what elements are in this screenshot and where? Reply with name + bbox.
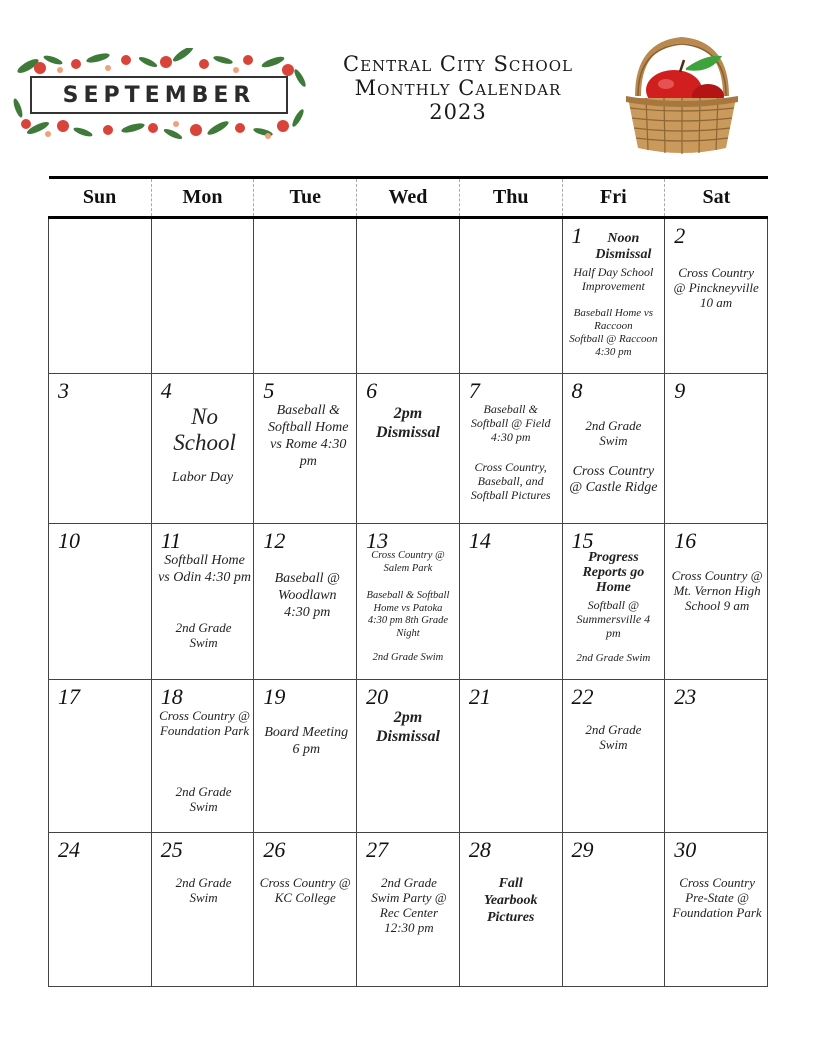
- day-cell: [151, 680, 254, 833]
- weekday-header: Sun: [49, 178, 152, 218]
- title-line: Central City School: [343, 52, 573, 76]
- event-text: Softball @ Summersville 4 pm: [576, 598, 651, 640]
- day-number: 14: [468, 528, 491, 553]
- event-text: Cross Country @ Pinckneyville 10 am: [673, 265, 759, 310]
- weekday-header-row: [49, 178, 768, 218]
- empty-day-cell: [49, 218, 152, 374]
- day-cell: [665, 833, 768, 987]
- day-cell: [254, 524, 357, 680]
- day-number: 23: [674, 684, 697, 709]
- week-row: [49, 833, 768, 987]
- apple-basket-icon: [622, 36, 742, 156]
- day-cell: [665, 680, 768, 833]
- empty-day-cell: [151, 218, 254, 374]
- event-text: Cross Country @ Castle Ridge: [569, 464, 658, 495]
- event-text: Baseball @ Woodlawn 4:30 pm: [274, 571, 340, 620]
- day-number: 8: [571, 378, 583, 403]
- day-number: 12: [263, 528, 286, 553]
- event-text: Cross Country, Baseball, and Softball Pictures: [470, 460, 551, 502]
- event-text: Baseball & Softball Home vs Rome 4:30 pm: [268, 403, 349, 469]
- week-row: [49, 218, 768, 374]
- day-number: 2: [674, 223, 686, 248]
- event-text: 2nd Grade Swim: [585, 418, 642, 448]
- event-text: Cross Country Pre-State @ Foundation Park: [672, 875, 762, 920]
- day-cell: [49, 524, 152, 680]
- day-cell: [151, 833, 254, 987]
- day-number: 24: [58, 837, 80, 862]
- event-text: Baseball & Softball Home vs Patoka 4:30 pm 8th Grade Night: [366, 590, 450, 639]
- day-number: 29: [571, 837, 594, 862]
- event-text: 2nd Grade Swim: [175, 620, 232, 650]
- day-cell: [562, 680, 665, 833]
- week-row: [49, 680, 768, 833]
- weekday-header: Sat: [665, 178, 768, 218]
- day-number: 4: [160, 378, 172, 403]
- day-number: 25: [160, 837, 183, 862]
- weekday-header: Fri: [562, 178, 665, 218]
- day-cell: [357, 524, 460, 680]
- day-number: 26: [263, 837, 286, 862]
- day-number: 21: [468, 684, 491, 709]
- day-cell: [459, 680, 562, 833]
- day-cell: [665, 374, 768, 524]
- day-number: 9: [674, 378, 686, 403]
- event-bold: 2pm Dismissal: [375, 405, 440, 441]
- week-row: [49, 374, 768, 524]
- day-number: 13: [366, 528, 389, 553]
- weekday-header: Mon: [151, 178, 254, 218]
- event-text: Softball Home vs Odin 4:30 pm: [158, 553, 252, 585]
- event-text: Labor Day: [172, 470, 234, 485]
- day-number: 28: [468, 837, 491, 862]
- day-number: 7: [468, 378, 480, 403]
- day-cell: [49, 680, 152, 833]
- day-cell: [151, 524, 254, 680]
- event-text: Baseball & Softball @ Field 4:30 pm: [470, 402, 551, 444]
- day-cell: [49, 833, 152, 987]
- day-number: 5: [263, 378, 275, 403]
- month-banner: [8, 48, 308, 140]
- day-number: 3: [58, 378, 69, 403]
- day-cell: [459, 833, 562, 987]
- month-label-box: [30, 76, 288, 114]
- day-number: 11: [160, 528, 182, 553]
- day-cell: [49, 374, 152, 524]
- day-cell: [254, 680, 357, 833]
- weekday-header: Wed: [357, 178, 460, 218]
- day-number: 20: [366, 684, 389, 709]
- day-cell: [562, 374, 665, 524]
- week-row: [49, 524, 768, 680]
- event-text: 2nd Grade Swim: [576, 652, 651, 664]
- event-text: Cross Country @ Mt. Vernon High School 9 am: [671, 568, 763, 613]
- empty-day-cell: [254, 218, 357, 374]
- day-cell: [357, 680, 460, 833]
- day-cell: [562, 833, 665, 987]
- day-cell: [254, 374, 357, 524]
- empty-day-cell: [459, 218, 562, 374]
- event-text: Baseball Home vs Raccoon: [573, 307, 654, 332]
- event-text: 2nd Grade Swim Party @ Rec Center 12:30 pm: [371, 875, 447, 935]
- event-text: Cross Country @ Foundation Park: [159, 708, 251, 738]
- event-text: 2nd Grade Swim: [175, 784, 232, 814]
- day-cell: [151, 374, 254, 524]
- day-number: 16: [674, 528, 697, 553]
- event-bold: Noon Dismissal: [595, 231, 652, 262]
- day-number: 19: [263, 684, 286, 709]
- day-cell: [562, 218, 665, 374]
- empty-day-cell: [357, 218, 460, 374]
- event-big: No School: [173, 404, 236, 455]
- day-cell: [665, 524, 768, 680]
- day-cell: [665, 218, 768, 374]
- day-number: 30: [674, 837, 697, 862]
- weekday-header: Tue: [254, 178, 357, 218]
- event-text: Softball @ Raccoon 4:30 pm: [569, 333, 658, 358]
- day-number: 18: [160, 684, 183, 709]
- event-text: Half Day School Improvement: [573, 265, 654, 293]
- event-text: 2nd Grade Swim: [585, 722, 642, 752]
- day-number: 6: [366, 378, 378, 403]
- event-bold: Fall Yearbook Pictures: [483, 876, 538, 925]
- event-text: 2nd Grade Swim: [372, 652, 444, 663]
- title-line: 2023: [429, 100, 487, 124]
- event-text: Cross Country @ KC College: [259, 875, 351, 905]
- page-title: [318, 52, 598, 124]
- day-number: 15: [571, 528, 594, 553]
- day-cell: [562, 524, 665, 680]
- day-number: 27: [366, 837, 389, 862]
- month-label: SEPTEMBER: [62, 82, 256, 108]
- day-cell: [357, 374, 460, 524]
- weekday-header: Thu: [459, 178, 562, 218]
- event-bold: Progress Reports go Home: [582, 550, 645, 595]
- day-number: 1: [571, 223, 583, 248]
- event-text: Cross Country @ Salem Park: [371, 550, 445, 574]
- day-cell: [459, 524, 562, 680]
- calendar-grid: [48, 176, 768, 987]
- event-text: Board Meeting 6 pm: [264, 725, 349, 757]
- day-cell: [459, 374, 562, 524]
- day-cell: [357, 833, 460, 987]
- day-number: 10: [58, 528, 80, 553]
- event-text: 2nd Grade Swim: [175, 875, 232, 905]
- event-bold: 2pm Dismissal: [375, 709, 440, 745]
- day-number: 22: [571, 684, 594, 709]
- title-line: Monthly Calendar: [354, 76, 562, 100]
- day-number: 17: [58, 684, 80, 709]
- day-cell: [254, 833, 357, 987]
